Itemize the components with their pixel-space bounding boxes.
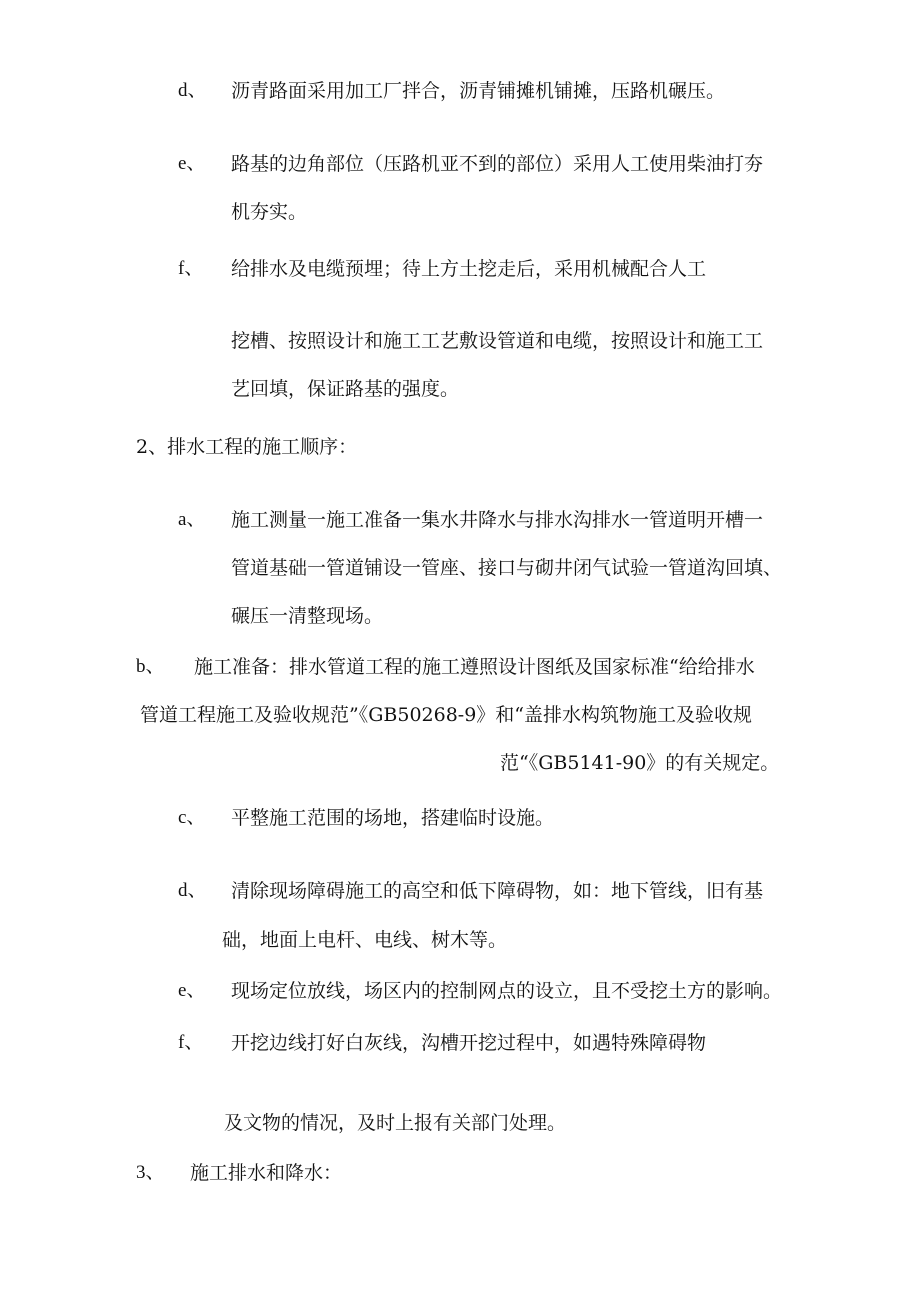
paragraph-line: 施工测量一施工准备一集水井降水与排水沟排水一管道明开槽一 bbox=[231, 509, 764, 531]
paragraph-line: 艺回填，保证路基的强度。 bbox=[231, 378, 460, 400]
item-marker: b、 bbox=[136, 656, 165, 677]
paragraph-line: 现场定位放线，场区内的控制网点的设立，且不受挖土方的影响。 bbox=[231, 980, 783, 1002]
paragraph-line: 碾压一清整现场。 bbox=[231, 605, 384, 627]
paragraph-line: 及文物的情况，及时上报有关部门处理。 bbox=[224, 1112, 567, 1134]
paragraph-line: 开挖边线打好白灰线，沟槽开挖过程中，如遇特殊障碍物 bbox=[231, 1032, 707, 1054]
paragraph-line: 础，地面上电杆、电线、树木等。 bbox=[222, 929, 508, 951]
item-marker: f、 bbox=[178, 258, 204, 279]
paragraph-line: 机夯实。 bbox=[231, 201, 308, 223]
item-marker: d、 bbox=[178, 880, 207, 901]
paragraph-line: 挖槽、按照设计和施工工艺敷设管道和电缆，按照设计和施工工 bbox=[231, 330, 764, 352]
paragraph-line: 施工准备：排水管道工程的施工遵照设计图纸及国家标准“给给排水 bbox=[194, 656, 755, 678]
paragraph-line: 范“《GB5141-90》的有关规定。 bbox=[500, 752, 780, 774]
item-marker: c、 bbox=[178, 807, 206, 828]
item-marker: a、 bbox=[178, 509, 206, 530]
item-marker: e、 bbox=[178, 153, 206, 174]
paragraph-line: 平整施工范围的场地，搭建临时设施。 bbox=[231, 807, 555, 829]
paragraph-line: 沥青路面采用加工厂拌合，沥青铺摊机铺摊，压路机碾压。 bbox=[231, 80, 726, 102]
paragraph-line: 管道基础一管道铺设一管座、接口与砌井闭气试验一管道沟回填、 bbox=[231, 557, 783, 579]
paragraph-line: 路基的边角部位（压路机亚不到的部位）采用人工使用柴油打夯 bbox=[231, 153, 764, 175]
paragraph-line: 管道工程施工及验收规范”《GB50268-9》和“盖排水构筑物施工及验收规 bbox=[140, 704, 753, 726]
section-title: 2、排水工程的施工顺序： bbox=[136, 436, 358, 458]
item-marker: e、 bbox=[178, 980, 206, 1001]
paragraph-line: 给排水及电缆预埋；待上方土挖走后，采用机械配合人工 bbox=[231, 258, 707, 280]
paragraph-line: 清除现场障碍施工的高空和低下障碍物，如：地下管线，旧有基 bbox=[231, 880, 764, 902]
item-marker: 3、 bbox=[136, 1162, 165, 1183]
section-title: 施工排水和降水： bbox=[190, 1162, 343, 1184]
item-marker: f、 bbox=[178, 1032, 204, 1053]
item-marker: d、 bbox=[178, 80, 207, 101]
